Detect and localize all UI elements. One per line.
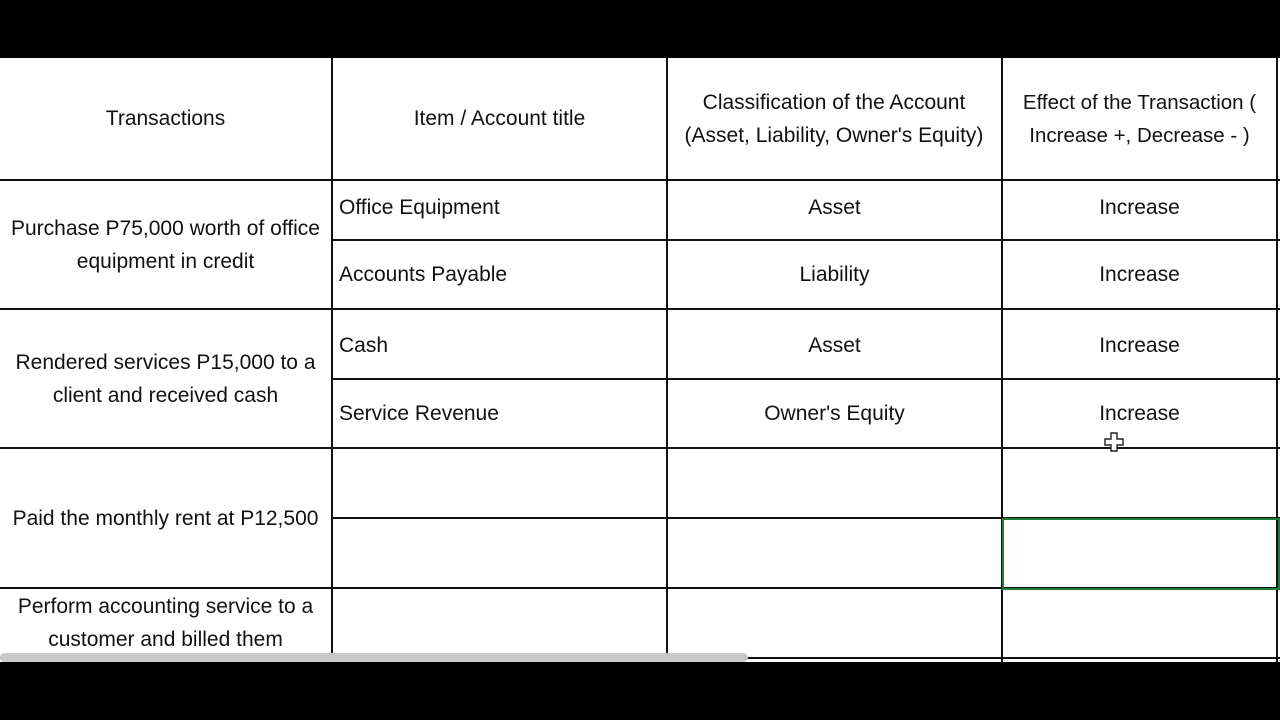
classification-cell[interactable]: Liability <box>799 263 870 286</box>
item-cell[interactable]: Accounts Payable <box>339 263 508 286</box>
header-effect[interactable]: Effect of the Transaction ( Increase +, Decrease - ) <box>1022 90 1257 147</box>
transaction-description[interactable]: Perform accounting service to a customer and billed them <box>17 595 314 651</box>
selected-cell[interactable] <box>1002 518 1280 590</box>
classification-cell[interactable] <box>668 449 1001 517</box>
classification-cell[interactable] <box>668 589 1001 657</box>
item-cell[interactable]: Office Equipment <box>339 196 500 219</box>
effect-cell[interactable]: Increase <box>1099 196 1180 219</box>
effect-cell[interactable]: Increase <box>1099 334 1180 357</box>
classification-cell[interactable]: Owner's Equity <box>764 402 905 425</box>
item-cell[interactable]: Service Revenue <box>339 402 499 425</box>
transaction-description[interactable]: Rendered services P15,000 to a client and received cash <box>15 350 316 407</box>
item-cell[interactable] <box>333 519 666 587</box>
horizontal-scrollbar[interactable] <box>0 653 748 662</box>
spreadsheet-table <box>0 58 1280 662</box>
effect-cell[interactable] <box>1003 449 1276 517</box>
header-transactions[interactable]: Transactions <box>105 107 226 130</box>
transaction-description[interactable]: Purchase P75,000 worth of office equipment in credit <box>11 216 320 273</box>
item-cell[interactable] <box>333 449 666 517</box>
item-cell[interactable] <box>333 589 666 657</box>
item-cell[interactable]: Cash <box>339 334 389 357</box>
header-item[interactable]: Item / Account title <box>413 107 586 130</box>
effect-cell[interactable]: Increase <box>1099 402 1180 425</box>
classification-cell[interactable] <box>668 519 1001 587</box>
header-classification[interactable]: Classification of the Account (Asset, Liability, Owner's Equity) <box>684 90 984 147</box>
effect-cell[interactable]: Increase <box>1099 263 1180 286</box>
effect-cell[interactable] <box>1003 589 1276 657</box>
cell-cursor-icon <box>1104 432 1124 452</box>
transaction-description[interactable]: Paid the monthly rent at P12,500 <box>12 506 319 530</box>
classification-cell[interactable]: Asset <box>808 334 861 357</box>
classification-cell[interactable]: Asset <box>808 196 861 219</box>
